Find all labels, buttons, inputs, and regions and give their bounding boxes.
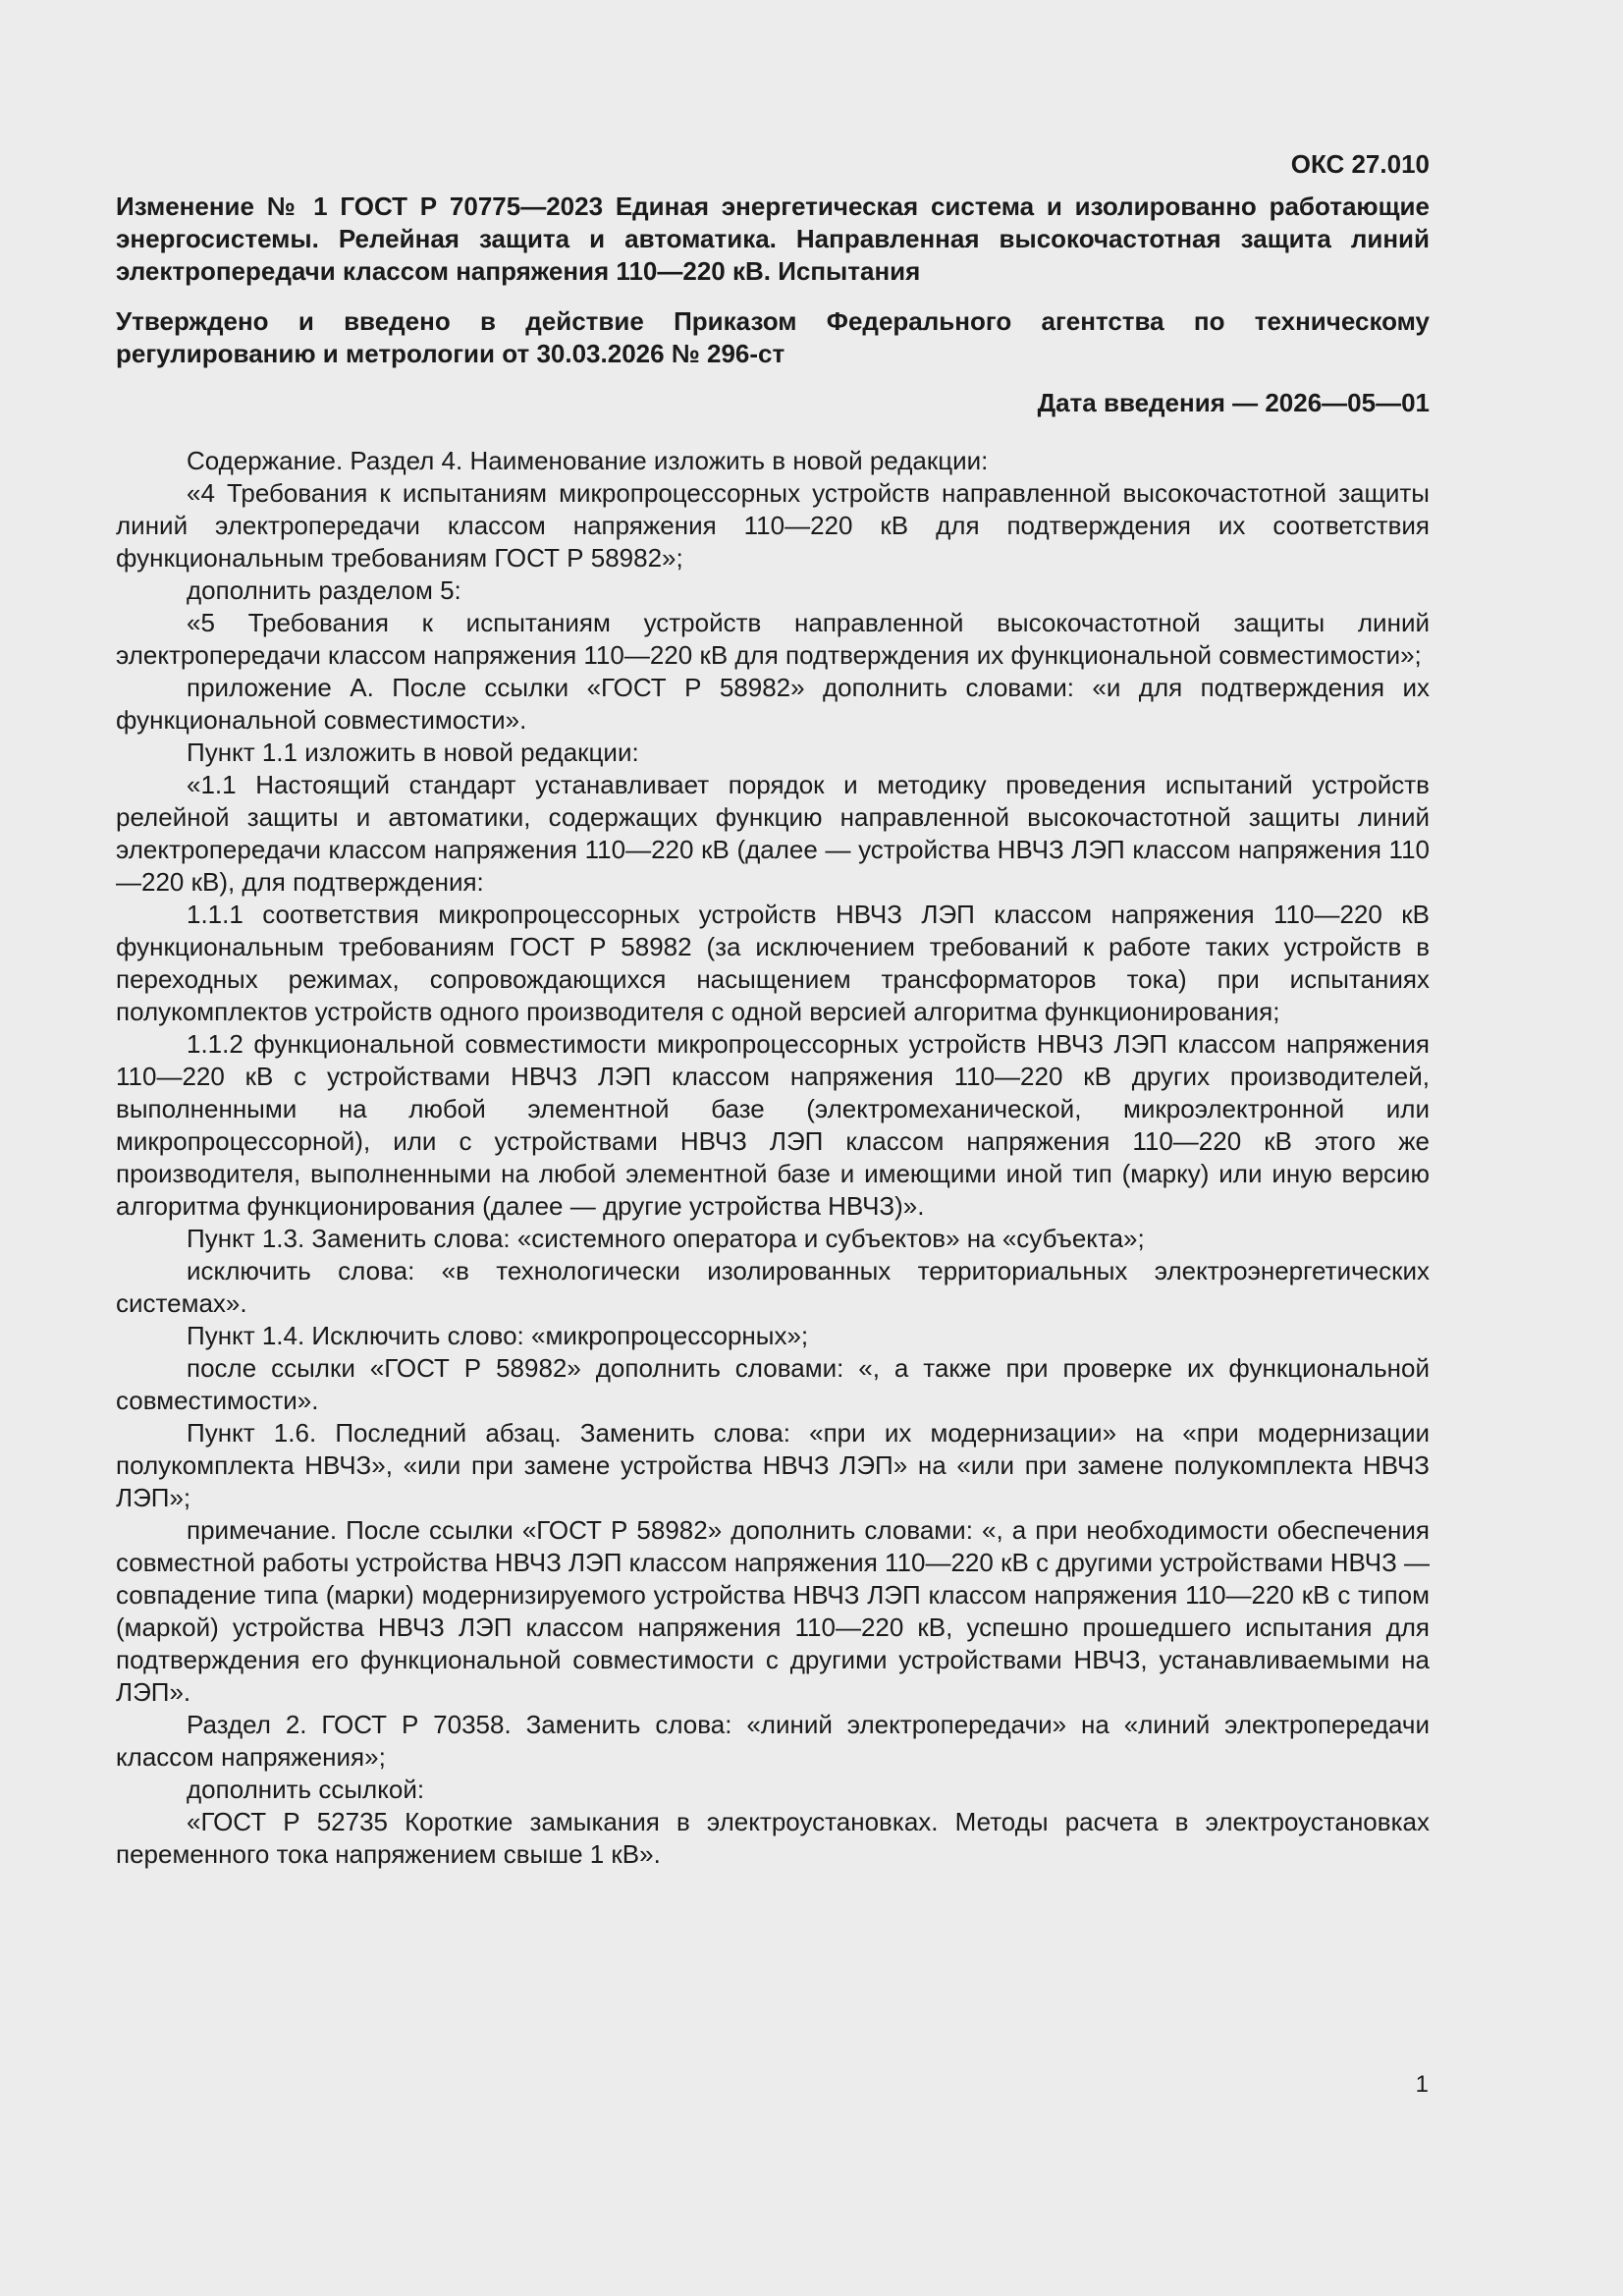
paragraph: приложение А. После ссылки «ГОСТ Р 58982» дополнить словами: «и для подтверждения их функциональной совместимости».	[116, 673, 1430, 735]
paragraph: Содержание. Раздел 4. Наименование изложить в новой редакции:	[187, 446, 989, 475]
paragraph: Пункт 1.4. Исключить слово: «микропроцессорных»;	[187, 1321, 809, 1350]
paragraph: «4 Требования к испытаниям микропроцессорных устройств направленной высокочастотной защиты линий электропередачи классом напряжения 110—220 кВ для подтверждения их соответствия функциональным требованиям ГОСТ Р 58982»;	[116, 478, 1430, 573]
paragraph: Пункт 1.3. Заменить слова: «системного оператора и субъектов» на «субъекта»;	[187, 1224, 1145, 1253]
paragraph: после ссылки «ГОСТ Р 58982» дополнить словами: «, а также при проверке их функциональной совместимости».	[116, 1353, 1430, 1415]
oks-code: ОКС 27.010	[1290, 149, 1430, 179]
document-content	[116, 147, 1430, 1871]
paragraph: Пункт 1.1 изложить в новой редакции:	[187, 738, 639, 767]
paragraph: «1.1 Настоящий стандарт устанавливает порядок и методику проведения испытаний устройств релейной защиты и автоматики, содержащих функцию направленной высокочастотной защиты линий электропередачи классом напряжения 110—220 кВ (далее — устройства НВЧЗ ЛЭП классом напряжения 110—220 кВ), для подтверждения:	[116, 770, 1430, 897]
paragraph: 1.1.2 функциональной совместимости микропроцессорных устройств НВЧЗ ЛЭП классом напряжения 110—220 кВ с устройствами НВЧЗ ЛЭП классом напряжения 110—220 кВ других производителей, выполненными на любой элементной базе (электромеханической, микроэлектронной или микропроцессорной), или с устройствами НВЧЗ ЛЭП классом напряжения 110—220 кВ этого же производителя, выполненными на любой элементной базе и имеющими иной тип (марку) или иную версию алгоритма функционирования (далее — другие устройства НВЧЗ)».	[116, 1029, 1430, 1221]
paragraph: дополнить ссылкой:	[187, 1775, 425, 1804]
effective-date: Дата введения — 2026—05—01	[1037, 388, 1430, 417]
paragraph: Пункт 1.6. Последний абзац. Заменить слова: «при их модернизации» на «при модернизации полукомплекта НВЧЗ», «или при замене устройства НВЧЗ ЛЭП» на «или при замене полукомплекта НВЧЗ ЛЭП»;	[116, 1418, 1430, 1512]
paragraph: 1.1.1 соответствия микропроцессорных устройств НВЧЗ ЛЭП классом напряжения 110—220 кВ функциональным требованиям ГОСТ Р 58982 (за исключением требований к работе таких устройств в переходных режимах, сопровождающихся насыщением трансформаторов тока) при испытаниях полукомплектов устройств одного производителя с одной версией алгоритма функционирования;	[116, 900, 1430, 1026]
approval-statement: Утверждено и введено в действие Приказом Федерального агентства по техническому регулированию и метрологии от 30.03.2026 № 296-ст	[116, 306, 1430, 368]
paragraph: примечание. После ссылки «ГОСТ Р 58982» дополнить словами: «, а при необходимости обеспечения совместной работы устройства НВЧЗ ЛЭП классом напряжения 110—220 кВ с другими устройствами НВЧЗ — совпадение типа (марки) модернизируемого устройства НВЧЗ ЛЭП классом напряжения 110—220 кВ с типом (маркой) устройства НВЧЗ ЛЭП классом напряжения 110—220 кВ, успешно прошедшего испытания для подтверждения его функциональной совместимости с другими устройствами НВЧЗ, устанавливаемыми на ЛЭП».	[116, 1515, 1430, 1707]
paragraph: «5 Требования к испытаниям устройств направленной высокочастотной защиты линий электропередачи классом напряжения 110—220 кВ для подтверждения их функциональной совместимости»;	[116, 608, 1430, 670]
paragraph: «ГОСТ Р 52735 Короткие замыкания в электроустановках. Методы расчета в электроустановках переменного тока напряжением свыше 1 кВ».	[116, 1807, 1430, 1869]
amendment-title: Изменение № 1 ГОСТ Р 70775—2023 Единая энергетическая система и изолированно работающие энергосистемы. Релейная защита и автоматика. Направленная высокочастотная защита линий электропередачи классом напряжения 110—220 кВ. Испытания	[116, 191, 1430, 286]
paragraph: Раздел 2. ГОСТ Р 70358. Заменить слова: «линий электропередачи» на «линий электропередачи классом напряжения»;	[116, 1710, 1430, 1772]
page-number: 1	[1415, 2071, 1429, 2098]
paragraph: исключить слова: «в технологически изолированных территориальных электроэнергетических системах».	[116, 1256, 1430, 1318]
amendment-body	[116, 445, 1430, 1871]
paragraph: дополнить разделом 5:	[187, 575, 461, 605]
